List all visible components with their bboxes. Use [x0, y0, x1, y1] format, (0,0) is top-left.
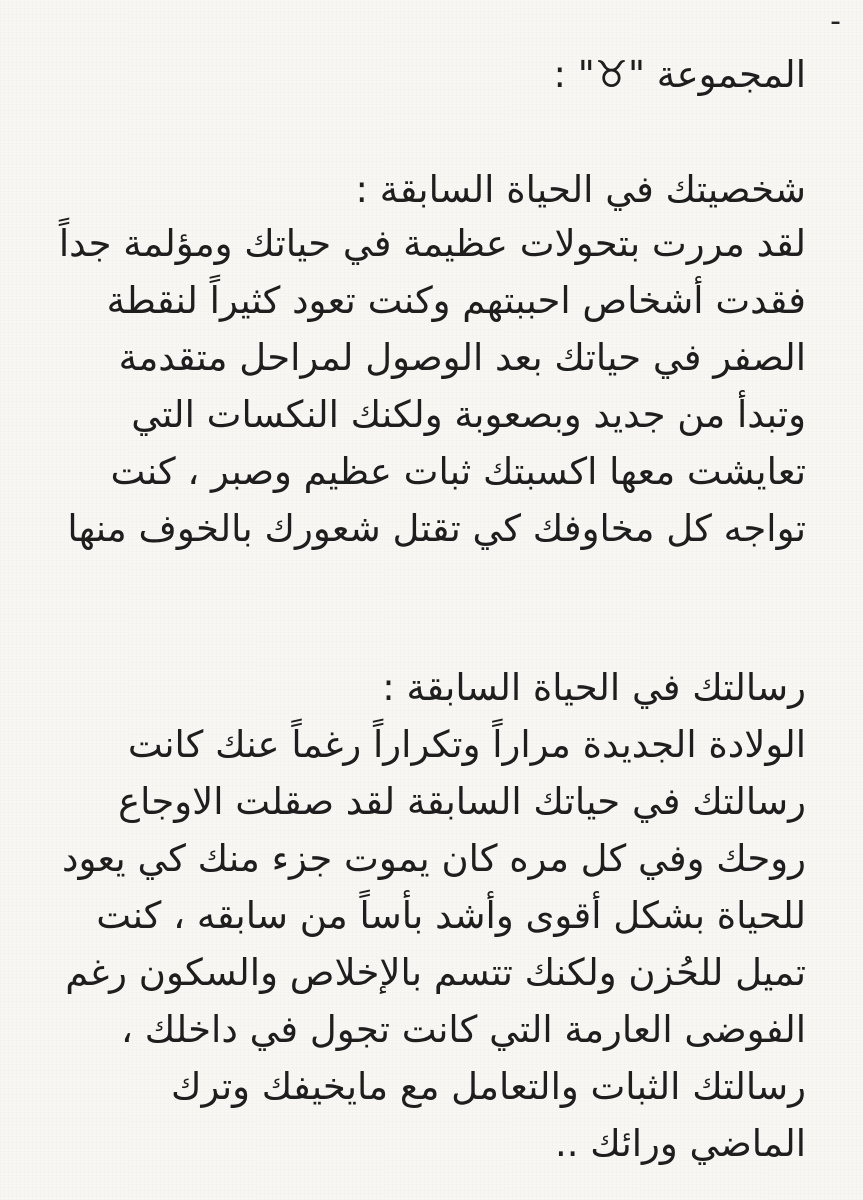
paragraph-line: تعايشت معها اكسبتك ثبات عظيم وصبر ، كنت	[110, 450, 806, 493]
paragraph-line: وتبدأ من جديد وبصعوبة ولكنك النكسات التي	[131, 393, 806, 436]
paragraph-line: الفوضى العارمة التي كانت تجول في داخلك ،	[121, 1008, 806, 1051]
paragraph-line: الولادة الجديدة مراراً وتكراراً رغماً عنك كانت	[127, 723, 806, 766]
paragraph-line: روحك وفي كل مره كان يموت جزء منك كي يعود	[61, 837, 806, 880]
leading-dash: -	[830, 4, 841, 39]
paragraph-line: رسالتك الثبات والتعامل مع مايخيفك وترك	[170, 1065, 806, 1108]
paragraph-line: للحياة بشكل أقوى وأشد بأساً من سابقه ، كنت	[96, 894, 806, 937]
paragraph-line: الماضي ورائك ..	[554, 1122, 806, 1165]
group-heading: المجموعة "♉" :	[553, 53, 806, 96]
paragraph-line: الصفر في حياتك بعد الوصول لمراحل متقدمة	[118, 336, 806, 379]
paragraph-line: تواجه كل مخاوفك كي تقتل شعورك بالخوف منها	[67, 507, 806, 550]
section-heading-message: رسالتك في الحياة السابقة :	[382, 666, 806, 709]
paragraph-line: رسالتك في حياتك السابقة لقد صقلت الاوجاع	[118, 780, 806, 823]
paragraph-line: لقد مررت بتحولات عظيمة في حياتك ومؤلمة جداً	[58, 222, 806, 265]
section-heading-personality: شخصيتك في الحياة السابقة :	[355, 168, 806, 211]
paragraph-line: فقدت أشخاص احببتهم وكنت تعود كثيراً لنقطة	[106, 279, 806, 322]
paragraph-line: تميل للحُزن ولكنك تتسم بالإخلاص والسكون رغم	[65, 951, 806, 994]
